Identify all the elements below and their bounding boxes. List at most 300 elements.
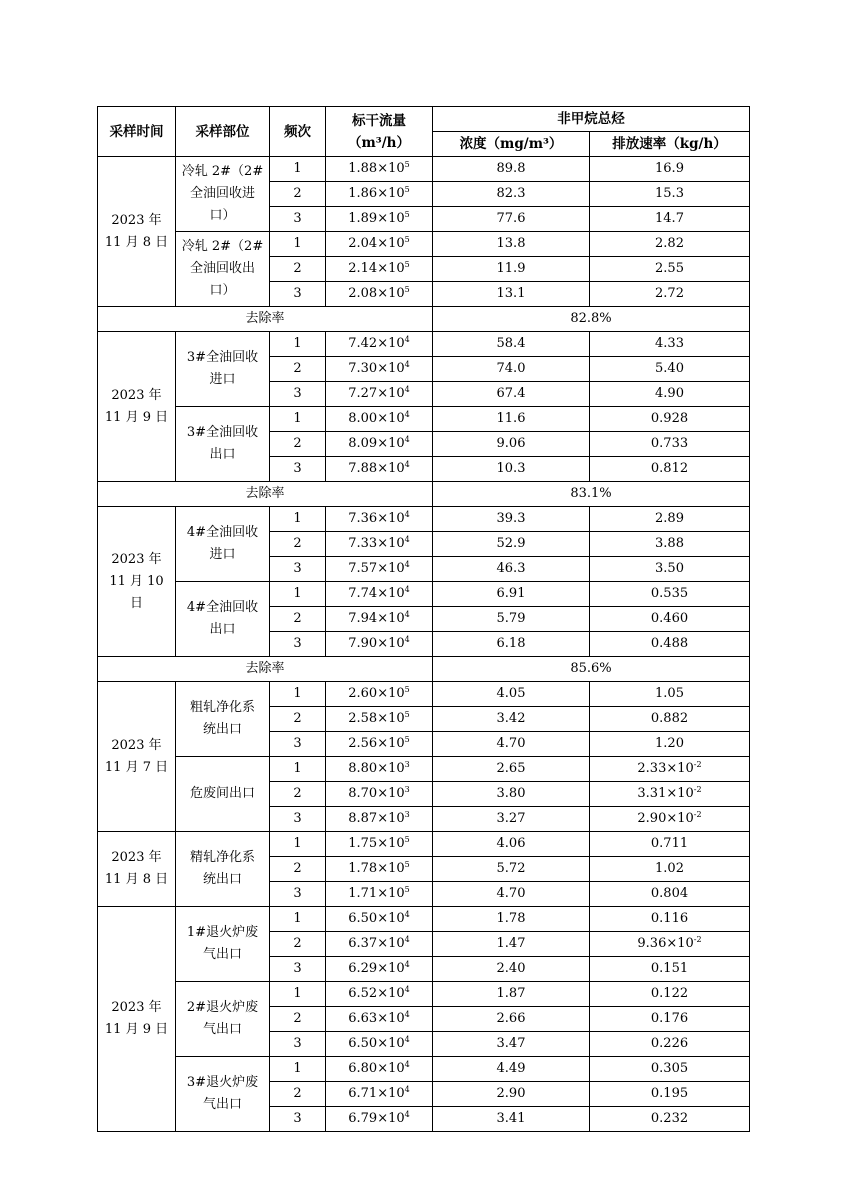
exponent: 4: [404, 1110, 410, 1119]
mantissa: 3.50: [655, 561, 684, 576]
frequency-cell: 2: [270, 432, 326, 457]
header-flow-rate-unit: （m³/h）: [348, 134, 410, 151]
emission-rate-cell: [590, 257, 750, 282]
mantissa: 4.90: [655, 386, 684, 401]
times-sign: ×10: [377, 211, 405, 226]
frequency-cell: 1: [270, 407, 326, 432]
sampling-date-cell: [98, 907, 176, 1132]
frequency-cell: 3: [270, 632, 326, 657]
sampling-location-line: 精轧净化系: [189, 850, 255, 865]
times-sign: ×10: [377, 186, 405, 201]
concentration-cell: 39.3: [433, 507, 590, 532]
flow-rate-cell: [326, 232, 433, 257]
exponent: 4: [404, 435, 410, 444]
frequency-cell: 2: [270, 932, 326, 957]
mantissa: 7.94: [348, 611, 378, 626]
frequency-cell: 3: [270, 882, 326, 907]
frequency-cell: 1: [270, 907, 326, 932]
sampling-location-cell: [176, 582, 270, 657]
emission-rate-cell: [590, 757, 750, 782]
frequency-cell: 1: [270, 757, 326, 782]
times-sign: ×10: [377, 536, 405, 551]
mantissa: 2.72: [655, 286, 684, 301]
exponent: 3: [404, 785, 410, 794]
emission-rate-cell: [590, 157, 750, 182]
flow-rate-cell: [326, 832, 433, 857]
exponent: 4: [404, 560, 410, 569]
mantissa: 0.305: [650, 1061, 689, 1076]
table-row: [98, 507, 750, 532]
table-row: [98, 407, 750, 432]
header-flow-rate: [326, 107, 433, 157]
sampling-date-line: 2023 年: [111, 1000, 162, 1015]
times-sign: ×10: [377, 811, 405, 826]
emission-rate-cell: [590, 1107, 750, 1132]
header-sampling-time: 采样时间: [98, 107, 176, 157]
flow-rate-cell: [326, 1032, 433, 1057]
table-row: [98, 232, 750, 257]
sampling-location-line: 气出口: [202, 947, 242, 962]
sampling-location-line: 冷轧 2#（2#: [181, 239, 264, 254]
times-sign: ×10: [377, 936, 405, 951]
flow-rate-cell: [326, 1107, 433, 1132]
flow-rate-cell: [326, 732, 433, 757]
flow-rate-cell: [326, 1082, 433, 1107]
concentration-cell: 4.49: [433, 1057, 590, 1082]
sampling-location-line: 3#全油回收: [186, 425, 259, 440]
exponent: -2: [693, 760, 702, 769]
sampling-date-line: 2023 年: [111, 850, 162, 865]
emission-rate-cell: [590, 282, 750, 307]
emission-rate-cell: [590, 207, 750, 232]
flow-rate-cell: [326, 957, 433, 982]
flow-rate-cell: [326, 757, 433, 782]
exponent: -2: [693, 785, 702, 794]
mantissa: 0.151: [650, 961, 689, 976]
flow-rate-cell: [326, 782, 433, 807]
frequency-cell: 2: [270, 1007, 326, 1032]
sampling-date-line: 11 月 8 日: [104, 872, 169, 887]
concentration-cell: 10.3: [433, 457, 590, 482]
exponent: 4: [404, 960, 410, 969]
sampling-location-line: 进口: [209, 372, 236, 387]
table-row: [98, 1057, 750, 1082]
frequency-cell: 2: [270, 257, 326, 282]
frequency-cell: 3: [270, 282, 326, 307]
emission-rate-cell: [590, 1082, 750, 1107]
concentration-cell: 6.18: [433, 632, 590, 657]
times-sign: ×10: [377, 436, 405, 451]
table-row: [98, 682, 750, 707]
times-sign: ×10: [666, 786, 694, 801]
concentration-cell: 1.78: [433, 907, 590, 932]
times-sign: ×10: [377, 586, 405, 601]
frequency-cell: 3: [270, 382, 326, 407]
table-row: [98, 832, 750, 857]
exponent: 5: [404, 885, 410, 894]
times-sign: ×10: [377, 861, 405, 876]
mantissa: 1.02: [655, 861, 684, 876]
mantissa: 6.80: [348, 1061, 378, 1076]
nmhc-monitoring-table: [97, 106, 750, 1132]
emission-rate-cell: [590, 957, 750, 982]
emission-rate-cell: [590, 457, 750, 482]
emission-rate-cell: [590, 1007, 750, 1032]
header-frequency: 频次: [270, 107, 326, 157]
concentration-cell: 1.87: [433, 982, 590, 1007]
removal-rate-value: 83.1%: [433, 482, 750, 507]
sampling-location-line: 气出口: [202, 1097, 242, 1112]
flow-rate-cell: [326, 532, 433, 557]
mantissa: 8.80: [348, 761, 378, 776]
mantissa: 7.74: [348, 586, 378, 601]
mantissa: 7.42: [348, 336, 378, 351]
sampling-location-cell: [176, 157, 270, 232]
exponent: 4: [404, 1010, 410, 1019]
frequency-cell: 2: [270, 1082, 326, 1107]
concentration-cell: 52.9: [433, 532, 590, 557]
times-sign: ×10: [377, 636, 405, 651]
frequency-cell: 3: [270, 732, 326, 757]
mantissa: 0.122: [650, 986, 689, 1001]
mantissa: 6.79: [348, 1111, 378, 1126]
header-concentration: 浓度（mg/m³）: [433, 132, 590, 157]
times-sign: ×10: [377, 361, 405, 376]
sampling-location-line: 统出口: [202, 722, 242, 737]
exponent: 4: [404, 410, 410, 419]
concentration-cell: 4.70: [433, 882, 590, 907]
mantissa: 1.20: [655, 736, 684, 751]
times-sign: ×10: [377, 561, 405, 576]
table-row: [98, 982, 750, 1007]
emission-rate-cell: [590, 407, 750, 432]
concentration-cell: 9.06: [433, 432, 590, 457]
frequency-cell: 1: [270, 332, 326, 357]
flow-rate-cell: [326, 982, 433, 1007]
mantissa: 1.05: [655, 686, 684, 701]
frequency-cell: 3: [270, 957, 326, 982]
mantissa: 6.50: [348, 1036, 378, 1051]
times-sign: ×10: [377, 686, 405, 701]
exponent: 4: [404, 460, 410, 469]
emission-rate-cell: [590, 782, 750, 807]
sampling-location-line: 1#退火炉废: [186, 925, 259, 940]
sampling-date-cell: [98, 332, 176, 482]
mantissa: 7.90: [348, 636, 378, 651]
sampling-location-line: 进口: [209, 547, 236, 562]
sampling-location-cell: [176, 332, 270, 407]
flow-rate-cell: [326, 1057, 433, 1082]
header-sampling-location: 采样部位: [176, 107, 270, 157]
emission-rate-cell: [590, 182, 750, 207]
times-sign: ×10: [377, 461, 405, 476]
exponent: 4: [404, 360, 410, 369]
sampling-location-cell: [176, 757, 270, 832]
table-row: [98, 157, 750, 182]
sampling-date-cell: [98, 682, 176, 832]
emission-rate-cell: [590, 1057, 750, 1082]
frequency-cell: 3: [270, 1032, 326, 1057]
flow-rate-cell: [326, 332, 433, 357]
times-sign: ×10: [377, 611, 405, 626]
exponent: 5: [404, 860, 410, 869]
sampling-location-line: 全油回收出: [189, 261, 255, 276]
exponent: 4: [404, 1035, 410, 1044]
removal-rate-value: 82.8%: [433, 307, 750, 332]
concentration-cell: 4.06: [433, 832, 590, 857]
times-sign: ×10: [377, 386, 405, 401]
times-sign: ×10: [377, 286, 405, 301]
emission-rate-cell: [590, 732, 750, 757]
times-sign: ×10: [377, 986, 405, 1001]
concentration-cell: 89.8: [433, 157, 590, 182]
table-row: [98, 757, 750, 782]
frequency-cell: 3: [270, 807, 326, 832]
mantissa: 1.75: [348, 836, 378, 851]
header-nmhc: 非甲烷总烃: [433, 107, 750, 132]
mantissa: 15.3: [655, 186, 684, 201]
mantissa: 3.31: [637, 786, 667, 801]
exponent: 4: [404, 1085, 410, 1094]
mantissa: 8.00: [348, 411, 378, 426]
mantissa: 5.40: [655, 361, 684, 376]
mantissa: 0.812: [650, 461, 689, 476]
flow-rate-cell: [326, 257, 433, 282]
concentration-cell: 2.65: [433, 757, 590, 782]
mantissa: 0.535: [650, 586, 689, 601]
sampling-date-cell: [98, 832, 176, 907]
sampling-location-line: 2#退火炉废: [186, 1000, 259, 1015]
concentration-cell: 1.47: [433, 932, 590, 957]
frequency-cell: 1: [270, 982, 326, 1007]
mantissa: 0.882: [650, 711, 689, 726]
exponent: 3: [404, 810, 410, 819]
sampling-date-cell: [98, 507, 176, 657]
flow-rate-cell: [326, 632, 433, 657]
frequency-cell: 3: [270, 207, 326, 232]
emission-rate-cell: [590, 382, 750, 407]
times-sign: ×10: [377, 1011, 405, 1026]
emission-rate-cell: [590, 582, 750, 607]
sampling-location-cell: [176, 407, 270, 482]
concentration-cell: 3.80: [433, 782, 590, 807]
sampling-location-cell: [176, 982, 270, 1057]
sampling-date-line: 2023 年: [111, 387, 162, 403]
concentration-cell: 2.66: [433, 1007, 590, 1032]
sampling-location-cell: [176, 1057, 270, 1132]
emission-rate-cell: [590, 532, 750, 557]
concentration-cell: 3.27: [433, 807, 590, 832]
times-sign: ×10: [377, 161, 405, 176]
removal-rate-label: 去除率: [98, 657, 433, 682]
removal-rate-row: [98, 482, 750, 507]
frequency-cell: 2: [270, 532, 326, 557]
emission-rate-cell: [590, 907, 750, 932]
mantissa: 14.7: [655, 211, 684, 226]
times-sign: ×10: [666, 761, 694, 776]
concentration-cell: 74.0: [433, 357, 590, 382]
times-sign: ×10: [377, 261, 405, 276]
mantissa: 1.86: [348, 186, 378, 201]
exponent: 5: [404, 835, 410, 844]
mantissa: 9.36: [637, 936, 667, 951]
concentration-cell: 58.4: [433, 332, 590, 357]
mantissa: 7.88: [348, 461, 378, 476]
exponent: 5: [404, 685, 410, 694]
sampling-location-line: 冷轧 2#（2#: [181, 164, 264, 179]
table-row: [98, 582, 750, 607]
sampling-date-line: 11 月 7 日: [104, 759, 169, 775]
frequency-cell: 2: [270, 857, 326, 882]
concentration-cell: 11.6: [433, 407, 590, 432]
emission-rate-cell: [590, 507, 750, 532]
exponent: 5: [404, 235, 410, 244]
mantissa: 6.71: [348, 1086, 378, 1101]
frequency-cell: 2: [270, 607, 326, 632]
flow-rate-cell: [326, 1007, 433, 1032]
exponent: 4: [404, 610, 410, 619]
mantissa: 8.87: [348, 811, 378, 826]
sampling-date-line: 11 月 9 日: [104, 1022, 169, 1037]
header-emission-rate: 排放速率（kg/h）: [590, 132, 750, 157]
emission-rate-cell: [590, 1032, 750, 1057]
sampling-location-line: 出口: [209, 622, 236, 637]
sampling-location-line: 3#退火炉废: [186, 1075, 259, 1090]
flow-rate-cell: [326, 707, 433, 732]
frequency-cell: 3: [270, 457, 326, 482]
sampling-date-line: 11 月 10: [109, 573, 164, 589]
sampling-location-cell: [176, 507, 270, 582]
concentration-cell: 82.3: [433, 182, 590, 207]
exponent: 4: [404, 510, 410, 519]
mantissa: 2.14: [348, 261, 378, 276]
flow-rate-cell: [326, 857, 433, 882]
emission-rate-cell: [590, 982, 750, 1007]
times-sign: ×10: [377, 711, 405, 726]
flow-rate-cell: [326, 907, 433, 932]
mantissa: 8.09: [348, 436, 378, 451]
exponent: 4: [404, 1060, 410, 1069]
frequency-cell: 2: [270, 357, 326, 382]
concentration-cell: 2.40: [433, 957, 590, 982]
sampling-location-line: 口）: [209, 208, 236, 223]
mantissa: 0.733: [650, 436, 689, 451]
concentration-cell: 4.70: [433, 732, 590, 757]
times-sign: ×10: [377, 1111, 405, 1126]
exponent: 5: [404, 185, 410, 194]
times-sign: ×10: [377, 236, 405, 251]
times-sign: ×10: [377, 786, 405, 801]
concentration-cell: 5.72: [433, 857, 590, 882]
mantissa: 1.88: [348, 161, 378, 176]
exponent: 4: [404, 585, 410, 594]
mantissa: 4.33: [655, 336, 684, 351]
flow-rate-cell: [326, 557, 433, 582]
mantissa: 6.52: [348, 986, 378, 1001]
mantissa: 6.50: [348, 911, 378, 926]
sampling-location-cell: [176, 907, 270, 982]
flow-rate-cell: [326, 607, 433, 632]
flow-rate-cell: [326, 357, 433, 382]
mantissa: 7.36: [348, 511, 378, 526]
exponent: 5: [404, 285, 410, 294]
emission-rate-cell: [590, 807, 750, 832]
concentration-cell: 11.9: [433, 257, 590, 282]
frequency-cell: 3: [270, 1107, 326, 1132]
sampling-location-cell: [176, 832, 270, 907]
sampling-location-line: 气出口: [202, 1022, 242, 1037]
mantissa: 2.58: [348, 711, 378, 726]
flow-rate-cell: [326, 807, 433, 832]
times-sign: ×10: [377, 336, 405, 351]
flow-rate-cell: [326, 932, 433, 957]
removal-rate-value: 85.6%: [433, 657, 750, 682]
sampling-location-line: 危废间出口: [189, 786, 255, 801]
exponent: 4: [404, 635, 410, 644]
mantissa: 1.71: [348, 886, 378, 901]
sampling-date-line: 2023 年: [111, 551, 162, 567]
sampling-location-line: 4#全油回收: [186, 600, 259, 615]
mantissa: 0.232: [650, 1111, 689, 1126]
emission-rate-cell: [590, 607, 750, 632]
emission-rate-cell: [590, 357, 750, 382]
emission-rate-cell: [590, 707, 750, 732]
mantissa: 8.70: [348, 786, 378, 801]
sampling-date-line: 11 月 9 日: [104, 409, 169, 425]
exponent: 4: [404, 535, 410, 544]
sampling-location-cell: [176, 682, 270, 757]
flow-rate-cell: [326, 207, 433, 232]
frequency-cell: 1: [270, 157, 326, 182]
emission-rate-cell: [590, 882, 750, 907]
sampling-location-line: 出口: [209, 447, 236, 462]
exponent: 3: [404, 760, 410, 769]
emission-rate-cell: [590, 682, 750, 707]
flow-rate-cell: [326, 882, 433, 907]
times-sign: ×10: [666, 936, 694, 951]
emission-rate-cell: [590, 932, 750, 957]
times-sign: ×10: [377, 761, 405, 776]
frequency-cell: 3: [270, 557, 326, 582]
frequency-cell: 1: [270, 1057, 326, 1082]
mantissa: 7.27: [348, 386, 378, 401]
concentration-cell: 77.6: [433, 207, 590, 232]
frequency-cell: 1: [270, 682, 326, 707]
times-sign: ×10: [377, 736, 405, 751]
mantissa: 0.711: [650, 836, 689, 851]
mantissa: 6.37: [348, 936, 378, 951]
flow-rate-cell: [326, 282, 433, 307]
concentration-cell: 5.79: [433, 607, 590, 632]
frequency-cell: 2: [270, 182, 326, 207]
mantissa: 2.60: [348, 686, 378, 701]
mantissa: 2.89: [655, 511, 684, 526]
concentration-cell: 13.1: [433, 282, 590, 307]
frequency-cell: 1: [270, 232, 326, 257]
exponent: 5: [404, 710, 410, 719]
emission-rate-cell: [590, 557, 750, 582]
exponent: 5: [404, 260, 410, 269]
exponent: 4: [404, 385, 410, 394]
sampling-location-line: 口）: [209, 283, 236, 298]
concentration-cell: 3.42: [433, 707, 590, 732]
mantissa: 0.226: [650, 1036, 689, 1051]
concentration-cell: 4.05: [433, 682, 590, 707]
sampling-location-line: 粗轧净化系: [189, 700, 255, 715]
sampling-date-line: 2023 年: [111, 212, 162, 228]
times-sign: ×10: [377, 886, 405, 901]
sampling-location-line: 4#全油回收: [186, 525, 259, 540]
